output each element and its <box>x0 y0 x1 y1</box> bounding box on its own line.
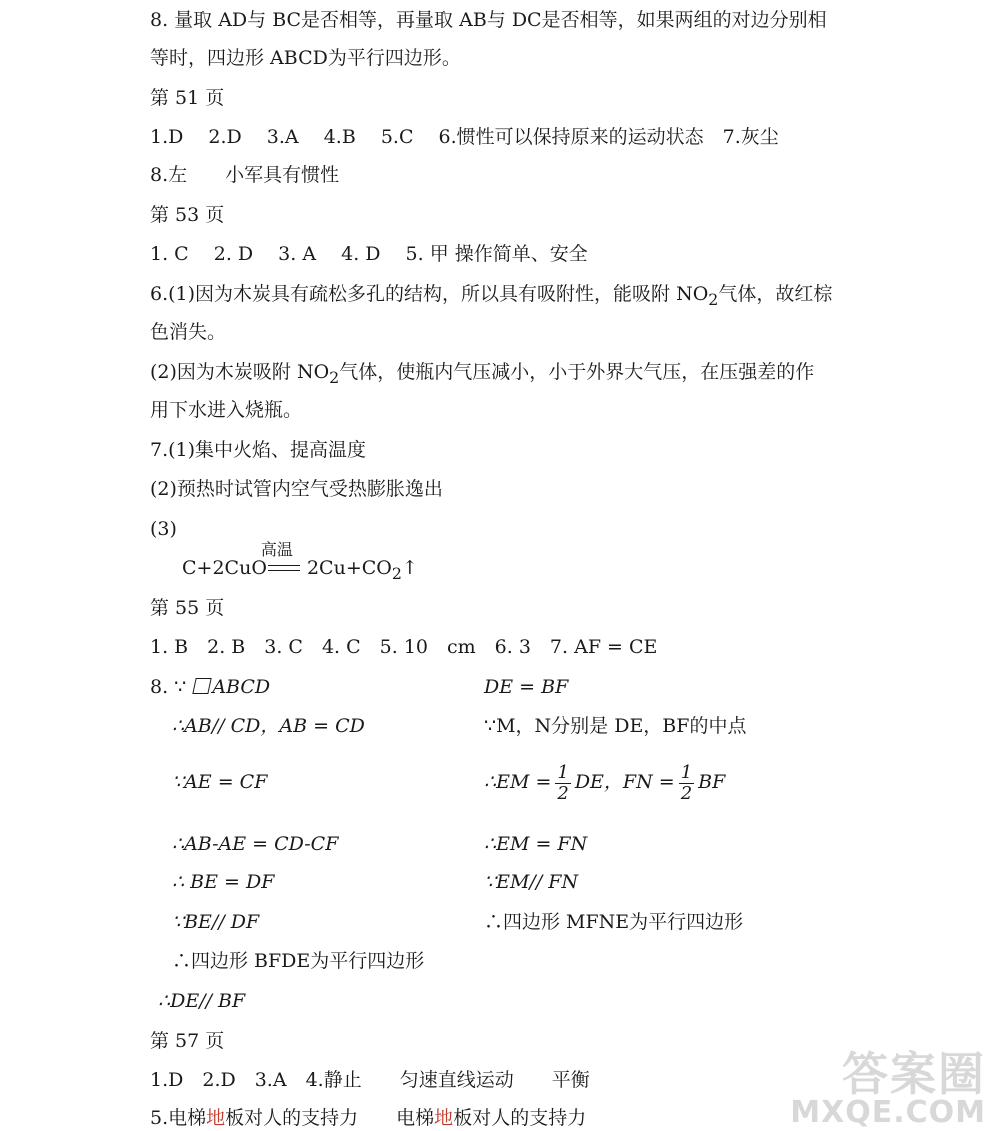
page-51-heading: 第 51 页 <box>150 87 225 109</box>
page-57-answers: 1.D 2.D 3.A 4.静止 匀速直线运动 平衡 <box>150 1069 590 1091</box>
proof-conclusion: ∴DE// BF <box>158 990 246 1012</box>
proof-left-6: ∴四边形 BFDE为平行四边形 <box>172 950 425 972</box>
page-53-answer-7-3: (3) <box>150 518 177 540</box>
proof-right-4: ∴EM = FN <box>484 833 588 855</box>
reaction-condition: 高温 <box>267 556 301 580</box>
page-53-answer-7-2: (2)预热时试管内空气受热膨胀逸出 <box>150 478 443 500</box>
page-53-answer-6-1-line-2: 色消失。 <box>150 321 227 343</box>
proof-given: 8. ∵ ABCD <box>150 676 271 698</box>
proof-right-2: ∵M，N分别是 DE，BF的中点 <box>484 715 747 737</box>
q8-geometry-line-2: 等时，四边形 ABCD为平行四边形。 <box>150 47 461 69</box>
watermark-logo: 答案圈 MXQE.COM <box>790 1047 986 1130</box>
page-51-answers: 1.D 2.D 3.A 4.B 5.C 6.惯性可以保持原来的运动状态 7.灰尘 <box>150 126 779 148</box>
proof-left-5: ∵BE// DF <box>172 911 260 933</box>
proof-left-1: ∴AB// CD，AB = CD <box>172 715 365 737</box>
page-53-answer-6-2-line-2: 用下水进入烧瓶。 <box>150 399 303 421</box>
page-53-answer-6-1-line-1: 6.(1)因为木炭具有疏松多孔的结构，所以具有吸附性，能吸附 $NO_2$气体，故红棕 <box>150 283 833 309</box>
proof-right-5: ∵EM// FN <box>484 871 579 893</box>
proof-right-6: ∴四边形 MFNE为平行四边形 <box>484 911 744 933</box>
page-53-answers: 1. C 2. D 3. A 4. D 5. 甲 操作简单、安全 <box>150 243 588 265</box>
proof-left-2: ∵AE = CF <box>172 771 268 793</box>
page-57-heading: 第 57 页 <box>150 1030 225 1052</box>
parallelogram-icon <box>193 678 212 694</box>
page-53-answer-7-1: 7.(1)集中火焰、提高温度 <box>150 439 367 461</box>
proof-left-4: ∴ BE = DF <box>172 871 275 893</box>
fraction-half: $\frac{1}{2}$ <box>557 761 569 804</box>
page-55-answers: 1. B 2. B 3. C 4. C 5. 10 cm 6. 3 7. AF = CE <box>150 636 658 658</box>
proof-right-3: ∴EM = $\frac{1}{2}$ DE，FN = $\frac{1}{2}$ BF <box>484 761 726 804</box>
fraction-half: $\frac{1}{2}$ <box>680 761 693 804</box>
page-55-heading: 第 55 页 <box>150 597 225 619</box>
q8-geometry-line-1: 8. 量取 AD与 BC是否相等，再量取 AB与 DC是否相等，如果两组的对边分别相 <box>150 9 827 31</box>
gas-arrow-icon: ↑ <box>401 557 418 579</box>
page-53-answer-6-2-line-1: (2)因为木炭吸附 $NO_2$气体，使瓶内气压减小，小于外界大气压，在压强差的作 <box>150 361 815 387</box>
proof-right-1: DE = BF <box>484 676 569 698</box>
page-57-answer-5: 5.电梯地板对人的支持力 电梯地板对人的支持力 <box>150 1107 587 1129</box>
chemical-equation: C+2CuO 高温 $2Cu+CO_2↑$ <box>182 540 418 583</box>
proof-left-3: ∴AB-AE = CD-CF <box>172 833 339 855</box>
page-51-answer-8: 8.左 小军具有惯性 <box>150 164 340 186</box>
equals-sign <box>268 565 300 571</box>
page-53-heading: 第 53 页 <box>150 204 225 226</box>
